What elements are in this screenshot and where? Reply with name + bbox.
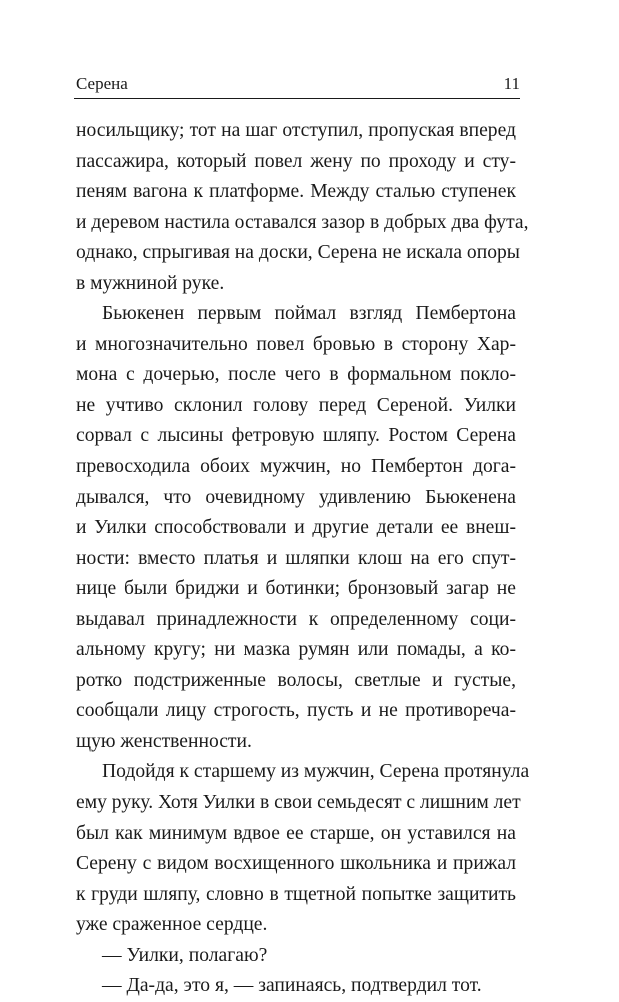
text-line: нице были бриджи и ботинки; бронзовый загар не <box>76 578 516 600</box>
text-line: уже сраженное сердце. <box>76 914 268 936</box>
text-line: — Уилки, полагаю? <box>102 944 268 966</box>
text-line: дывался, что очевидному удивлению Бьюкенена <box>76 486 516 508</box>
text-line: превосходила обоих мужчин, но Пембертон дога- <box>76 456 516 478</box>
running-header <box>74 72 520 99</box>
body-text <box>76 116 530 1002</box>
text-line: носильщику; тот на шаг отступил, пропуская вперед <box>76 120 516 141</box>
text-line: мона с дочерью, после чего в формальном покло- <box>76 364 516 386</box>
text-line: ротко подстриженные волосы, светлые и густые, <box>76 669 516 691</box>
text-line: сорвал с лысины фетровую шляпу. Ростом Серена <box>76 425 516 447</box>
text-line: альному кругу; ни мазка румян или помады, а ко- <box>76 639 516 661</box>
text-line: щую женственности. <box>76 730 252 752</box>
text-line: — Да-да, это я, — запинаясь, подтвердил тот. <box>102 975 482 997</box>
text-line: Подойдя к старшему из мужчин, Серена протянула <box>102 761 530 783</box>
text-line: Серену с видом восхищенного школьника и прижал <box>76 853 516 875</box>
text-line: в мужниной руке. <box>76 272 225 294</box>
text-line: был как минимум вдвое ее старше, он уставился на <box>76 822 516 844</box>
text-line: сообщали лицу строгость, пусть и не противореча- <box>76 700 516 722</box>
text-line: однако, спрыгивая на доски, Серена не искала опоры <box>76 242 520 264</box>
text-line: пеням вагона к платформе. Между сталью ступенек <box>76 181 516 203</box>
text-line: и многозначительно повел бровью в сторону Хар- <box>76 333 516 355</box>
text-line: и деревом настила оставался зазор в добрых два фута, <box>76 211 529 233</box>
running-title: Серена <box>76 74 128 93</box>
text-line: выдавал принадлежности к определенному соци- <box>76 608 516 630</box>
text-line: пассажира, который повел жену по проходу и сту- <box>76 150 516 172</box>
text-line: и Уилки способствовали и другие детали ее внеш- <box>76 517 516 539</box>
text-line: не учтиво склонил голову перед Сереной. Уилки <box>76 394 516 416</box>
text-line: ности: вместо платья и шляпки клош на его спут- <box>76 547 516 569</box>
text-line: Бьюкенен первым поймал взгляд Пембертона <box>102 303 516 325</box>
page-number: 11 <box>503 74 520 93</box>
text-line: ему руку. Хотя Уилки в свои семьдесят с лишним лет <box>76 792 521 814</box>
text-line: к груди шляпу, словно в тщетной попытке защитить <box>76 883 516 905</box>
